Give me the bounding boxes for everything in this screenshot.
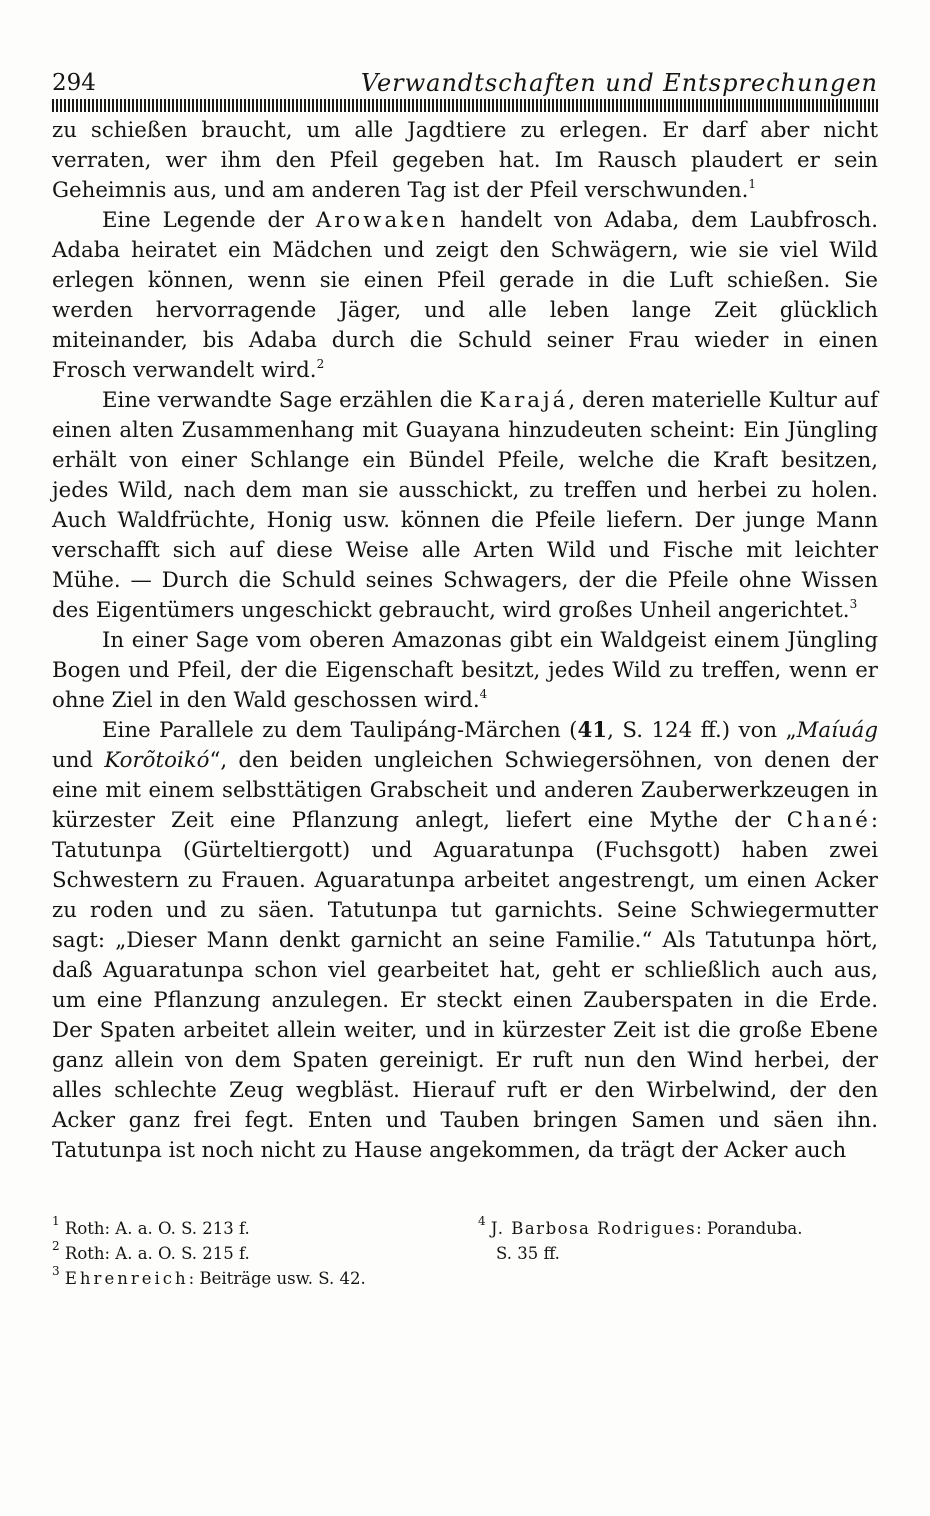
footnote-marker-2: 2 [316,357,325,371]
paragraph-5: Eine Parallele zu dem Taulipáng-Märchen (41, S. 124 ff.) von „Maíuág und Korõtoikó“, den beiden ungleichen Schwiegersöhnen, von denen der eine mit einem selbsttätigen Grabscheit und anderen Zauberwerkzeugen in kürzester Zeit eine Pflanzung anlegt, liefert eine Mythe der Chané: Tatutunpa (Gürteltiergott) und Aguaratunpa (Fuchsgott) haben zwei Schwestern zu Frauen. Aguaratunpa arbeitet angestrengt, um einen Acker zu roden und zu säen. Tatutunpa tut garnichts. Seine Schwiegermutter sagt: „Dieser Mann denkt garnicht an seine Familie.“ Als Tatutunpa hört, daß Aguaratunpa schon viel gearbeitet hat, geht er schließlich auch aus, um eine Pflanzung anzulegen. Er steckt einen Zauberspaten in die Erde. Der Spaten arbeitet allein weiter, und in kürzester Zeit ist die große Ebene ganz allein von dem Spaten gereinigt. Er ruft nun den Wind herbei, der alles schlechte Zeug wegbläst. Hierauf ruft er den Wirbelwind, der den Acker ganz frei fegt. Enten und Tauben bringen Samen und säen ihn. Tatutunpa ist noch nicht zu Hause angekommen, da trägt der Acker auch [52,718,879,1163]
page-header [52,70,878,96]
footnote-marker-3: 3 [849,597,858,611]
paragraph-2: Eine Legende der Arowaken handelt von Adaba, dem Laubfrosch. Adaba heiratet ein Mädchen und zeigt den Schwägern, wie sie viel Wild erlegen können, wenn sie einen Pfeil gerade in die Luft schießen. Sie werden hervorragende Jäger, und alle leben lange Zeit glücklich miteinander, bis Adaba durch die Schuld seiner Frau wieder in einen Frosch verwandelt wird.$^2$ [52,208,878,383]
spaced-term: Arowaken [315,208,449,233]
spaced-term: Karajá [479,388,569,413]
footnote-4: $^4$ J. Barbosa Rodrigues: Poranduba. [478,1214,803,1238]
main-text [52,116,878,1166]
footnotes-left-column [52,1216,452,1291]
italic-name: Korõtoikó [104,748,210,773]
running-title: Verwandtschaften und Entsprechungen [360,69,878,97]
footnote-2: $^2$ Roth: A. a. O. S. 215 f. [52,1239,250,1263]
page-number: 294 [52,70,96,96]
header-rule [52,99,878,112]
spaced-term: Chané [786,808,871,833]
paragraph-1: zu schießen braucht, um alle Jagdtiere zu erlegen. Er darf aber nicht verraten, wer ihm den Pfeil gegeben hat. Im Rausch plaudert er sein Geheimnis aus, und am anderen Tag ist der Pfeil verschwunden.$^1$ [52,118,878,203]
bold-reference: 41 [577,718,608,743]
footnote-marker-1: 1 [748,177,756,191]
footnote-1: $^1$ Roth: A. a. O. S. 213 f. [52,1214,250,1238]
paragraph-4: In einer Sage vom oberen Amazonas gibt ein Waldgeist einem Jüngling Bogen und Pfeil, der die Eigenschaft besitzt, jedes Wild zu treffen, wenn er ohne Ziel in den Wald geschossen wird.$^4$ [52,628,878,713]
italic-name: Maíuág [796,718,878,743]
footnote-3: $^3$ Ehrenreich: Beiträge usw. S. 42. [52,1264,366,1288]
footnote-4-continuation: S. 35 ff. [496,1244,560,1263]
footnote-marker-4: 4 [479,687,488,701]
paragraph-3: Eine verwandte Sage erzählen die Karajá, deren materielle Kultur auf einen alten Zusammenhang mit Guayana hinzudeuten scheint: Ein Jüngling erhält von einer Schlange ein Bündel Pfeile, welche die Kraft besitzen, jedes Wild, nach dem man sie ausschickt, zu treffen und herbei zu holen. Auch Waldfrüchte, Honig usw. können die Pfeile liefern. Der junge Mann verschafft sich auf diese Weise alle Arten Wild und Fische mit leichter Mühe. — Durch die Schuld seines Schwagers, der die Pfeile ohne Wissen des Eigentümers ungeschickt gebraucht, wird großes Unheil angerichtet.$^3$ [52,388,878,623]
footnotes-right-column [478,1216,878,1266]
